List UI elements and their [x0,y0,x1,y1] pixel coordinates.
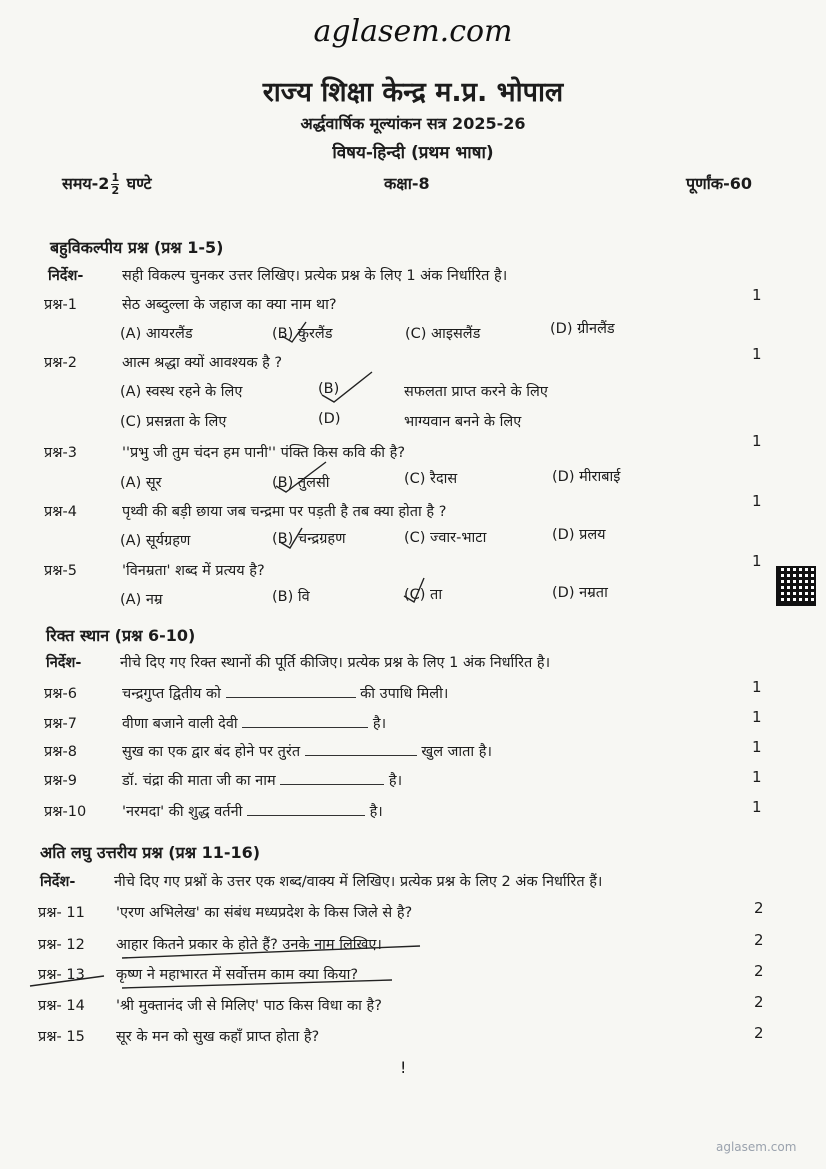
option-d: (D) नम्रता [552,585,608,601]
question-label: प्रश्न- 14 [38,998,85,1014]
time-fraction-den: 2 [111,184,120,197]
question-post: है। [388,773,403,789]
option-b: (B) तुलसी [272,475,330,491]
section2-title: रिक्त स्थान (प्रश्न 6-10) [46,626,196,645]
question-pre: वीणा बजाने वाली देवी [122,716,238,732]
question-text: 'एरण अभिलेख' का संबंध मध्यप्रदेश के किस जिले से है? [116,905,413,921]
question-pre: सुख का एक द्वार बंद होने पर तुरंत [122,744,301,760]
instruction-label: निर्देश- [48,268,84,284]
question-mark: 1 [752,678,762,696]
question-label: प्रश्न-5 [44,563,77,579]
question-label: प्रश्न-6 [44,686,77,702]
option-b: (B) [318,381,340,397]
question-mark: 1 [752,798,762,816]
question-post: की उपाधि मिली। [360,686,449,702]
option-b-text: सफलता प्राप्त करने के लिए [404,384,548,400]
question-label: प्रश्न- 15 [38,1029,85,1045]
tick-mark [404,578,424,602]
page-mark: ! [400,1058,407,1077]
time-unit: घण्टे [126,174,152,193]
question-label: प्रश्न-1 [44,297,77,313]
strike-mark [30,976,104,986]
tick-mark [282,322,306,342]
tick-mark [322,372,372,402]
question-mark: 1 [752,286,762,304]
option-a: (A) सूर [120,475,162,491]
tick-mark [276,462,326,492]
option-d-text: भाग्यवान बनने के लिए [404,414,522,430]
option-d: (D) [318,411,341,427]
underline-mark [122,980,392,988]
option-b: (B) वि [272,589,310,605]
option-d: (D) प्रलय [552,527,606,543]
question-text: कृष्ण ने महाभारत में सर्वोत्तम काम क्या किया? [116,967,359,983]
question-mark: 2 [754,1024,764,1042]
question-pre: 'नरमदा' की शुद्ध वर्तनी [122,804,243,820]
option-c: (C) ज्वार-भाटा [404,530,487,546]
question-post: खुल जाता है। [421,744,492,760]
subject-title: विषय-हिन्दी (प्रथम भाषा) [332,143,494,163]
time-label: समय-2 [62,174,110,193]
question-text: सूर के मन को सुख कहाँ प्राप्त होता है? [116,1029,320,1045]
question-label: प्रश्न-7 [44,716,77,732]
section1-title: बहुविकल्पीय प्रश्न (प्रश्न 1-5) [50,238,224,257]
question-text: 'श्री मुक्तानंद जी से मिलिए' पाठ किस विधा का है? [116,998,382,1014]
question-text: पृथ्वी की बड़ी छाया जब चन्द्रमा पर पड़ती है तब क्या होता है ? [122,504,447,520]
time-fraction-num: 1 [111,171,120,184]
question-text: सेठ अब्दुल्ला के जहाज का क्या नाम था? [122,297,337,313]
question-label: प्रश्न-3 [44,445,77,461]
question-mark: 2 [754,899,764,917]
tick-mark [280,528,302,548]
question-label: प्रश्न- 11 [38,905,85,921]
question-mark: 1 [752,432,762,450]
instruction-text: नीचे दिए गए प्रश्नों के उत्तर एक शब्द/वाक्य में लिखिए। प्रत्येक प्रश्न के लिए 2 अंक निर्धारित हैं। [114,874,603,890]
instruction-label: निर्देश- [46,655,82,671]
instruction-text: नीचे दिए गए रिक्त स्थानों की पूर्ति कीजिए। प्रत्येक प्रश्न के लिए 1 अंक निर्धारित है। [120,655,551,671]
question-label: प्रश्न-8 [44,744,77,760]
option-d: (D) ग्रीनलैंड [550,321,615,337]
option-a: (A) नम्र [120,592,163,608]
question-label: प्रश्न- 13 [38,967,85,983]
question-post: है। [372,716,387,732]
question-label: प्रश्न-4 [44,504,77,520]
question-post: है। [369,804,383,820]
question-mark: 1 [752,345,762,363]
question-mark: 1 [752,768,762,786]
exam-title: अर्द्धवार्षिक मूल्यांकन सत्र 2025-26 [300,114,526,133]
question-label: प्रश्न-10 [44,804,87,820]
question-text: ''प्रभु जी तुम चंदन हम पानी'' पंक्ति किस कवि की है? [122,445,406,461]
option-a: (A) सूर्यग्रहण [120,533,191,549]
section3-title: अति लघु उत्तरीय प्रश्न (प्रश्न 11-16) [40,843,261,862]
question-mark: 1 [752,492,762,510]
option-d: (D) मीराबाई [552,469,621,485]
question-pre: चन्द्रगुप्त द्वितीय को [122,686,221,702]
option-c: (C) ता [404,587,443,603]
question-mark: 1 [752,738,762,756]
max-marks: पूर्णांक-60 [686,174,752,193]
option-a: (A) आयरलैंड [120,326,193,342]
footer-watermark: aglasem.com [716,1140,797,1154]
site-watermark: aglasem.com [313,14,513,49]
instruction-text: सही विकल्प चुनकर उत्तर लिखिए। प्रत्येक प्रश्न के लिए 1 अंक निर्धारित है। [122,268,508,284]
question-mark: 1 [752,708,762,726]
option-c: (C) आइसलैंड [405,326,481,342]
question-text: आत्म श्रद्धा क्यों आवश्यक है ? [122,355,283,371]
underline-mark [122,946,420,958]
question-pre: डॉ. चंद्रा की माता जी का नाम [122,773,276,789]
question-label: प्रश्न- 12 [38,937,85,953]
instruction-label: निर्देश- [40,874,76,890]
question-mark: 2 [754,993,764,1011]
option-a: (A) स्वस्थ रहने के लिए [120,384,243,400]
question-mark: 1 [752,552,762,570]
org-title: राज्य शिक्षा केन्द्र म.प्र. भोपाल [262,77,564,108]
question-mark: 2 [754,962,764,980]
question-label: प्रश्न-2 [44,355,77,371]
option-b: (B) कुरलैंड [272,326,333,342]
question-text: 'विनम्रता' शब्द में प्रत्यय है? [122,563,265,579]
question-mark: 2 [754,931,764,949]
question-text: आहार कितने प्रकार के होते हैं? उनके नाम लिखिए। [116,937,382,953]
class-label: कक्षा-8 [384,174,430,193]
question-label: प्रश्न-9 [44,773,77,789]
option-c: (C) प्रसन्नता के लिए [120,414,227,430]
option-c: (C) रैदास [404,471,458,487]
option-b: (B) चन्द्रग्रहण [272,531,346,547]
